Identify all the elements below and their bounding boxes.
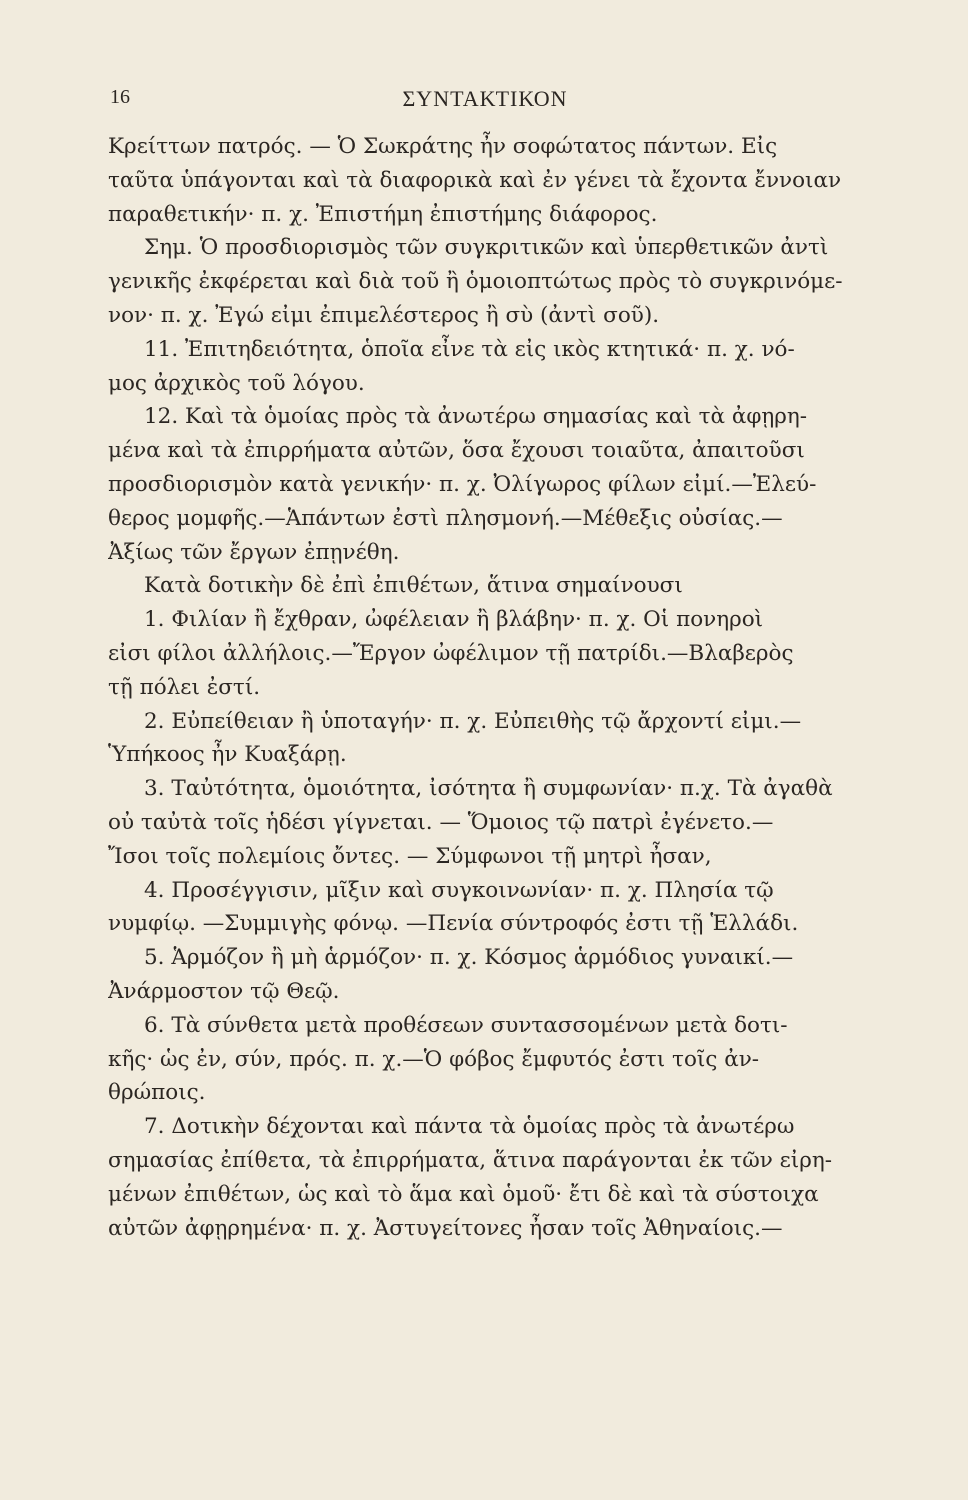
- text-line: ταῦτα ὑπάγονται καὶ τὰ διαφορικὰ καὶ ἐν γένει τὰ ἔχοντα ἔννοιαν: [108, 167, 842, 193]
- text-line: 6. Τὰ σύνθετα μετὰ προθέσεων συντασσομένων μετὰ δοτι-: [144, 1012, 788, 1038]
- page-header: [110, 86, 860, 126]
- text-line: 1. Φιλίαν ἢ ἔχθραν, ὠφέλειαν ἢ βλάβην· π. χ. Οἱ πονηροὶ: [144, 607, 764, 633]
- text-line: τῇ πόλει ἐστί.: [108, 674, 261, 700]
- text-line: αὐτῶν ἀφῃρημένα· π. χ. Ἀστυγείτονες ἦσαν τοῖς Ἀθηναίοις.—: [108, 1215, 783, 1241]
- text-line: 2. Εὐπείθειαν ἢ ὑποταγήν· π. χ. Εὐπειθὴς τῷ ἄρχοντί εἰμι.—: [144, 708, 802, 734]
- body-text: [108, 130, 860, 1245]
- text-line: γενικῆς ἐκφέρεται καὶ διὰ τοῦ ἢ ὁμοιοπτώτως πρὸς τὸ συγκρινόμε-: [108, 269, 843, 295]
- text-line: 11. Ἐπιτηδειότητα, ὁποῖα εἶνε τὰ εἰς ικὸς κτητικά· π. χ. νό-: [144, 336, 795, 362]
- text-line: εἰσι φίλοι ἀλλήλοις.—Ἔργον ὠφέλιμον τῇ πατρίδι.—Βλαβερὸς: [108, 640, 794, 666]
- text-line: 3. Ταὐτότητα, ὁμοιότητα, ἰσότητα ἢ συμφωνίαν· π.χ. Τὰ ἀγαθὰ: [144, 776, 833, 802]
- text-line: Κρείττων πατρός. — Ὁ Σωκράτης ἦν σοφώτατος πάντων. Εἰς: [108, 134, 778, 159]
- text-line: Ἀνάρμοστον τῷ Θεῷ.: [108, 978, 340, 1004]
- running-head: ΣΥΝΤΑΚΤΙΚΟΝ: [402, 86, 568, 111]
- text-line: 12. Καὶ τὰ ὁμοίας πρὸς τὰ ἀνωτέρω σημασίας καὶ τὰ ἀφῃρη-: [144, 404, 808, 430]
- page-number: 16: [110, 86, 130, 108]
- text-line: 4. Προσέγγισιν, μῖξιν καὶ συγκοινωνίαν· π. χ. Πλησία τῷ: [144, 877, 774, 903]
- text-line: σημασίας ἐπίθετα, τὰ ἐπιρρήματα, ἅτινα παράγονται ἐκ τῶν εἰρη-: [108, 1147, 832, 1173]
- text-line: μος ἀρχικὸς τοῦ λόγου.: [108, 370, 365, 396]
- text-line: μένα καὶ τὰ ἐπιρρήματα αὐτῶν, ὅσα ἔχουσι τοιαῦτα, ἀπαιτοῦσι: [108, 438, 805, 464]
- text-line: 5. Ἁρμόζον ἢ μὴ ἁρμόζον· π. χ. Κόσμος ἁρμόδιος γυναικί.—: [144, 945, 794, 971]
- text-line: Ἀξίως τῶν ἔργων ἐπῃνέθη.: [108, 539, 400, 565]
- text-line: μένων ἐπιθέτων, ὡς καὶ τὸ ἅμα καὶ ὁμοῦ· ἔτι δὲ καὶ τὰ σύστοιχα: [108, 1181, 819, 1207]
- text-line: οὐ ταὐτὰ τοῖς ἡδέσι γίγνεται. — Ὅμοιος τῷ πατρὶ ἐγένετο.—: [108, 809, 774, 835]
- text-line: παραθετικήν· π. χ. Ἐπιστήμη ἐπιστήμης διάφορος.: [108, 201, 658, 227]
- text-line: Κατὰ δοτικὴν δὲ ἐπὶ ἐπιθέτων, ἅτινα σημαίνουσι: [144, 573, 683, 599]
- text-line: κῆς· ὡς ἐν, σύν, πρός. π. χ.—Ὁ φόβος ἔμφυτός ἐστι τοῖς ἀν-: [108, 1046, 760, 1072]
- text-line: θερος μομφῆς.—Ἁπάντων ἐστὶ πλησμονή.—Μέθεξις οὐσίας.—: [108, 505, 783, 531]
- text-line: Ὑπήκοος ἦν Κυαξάρῃ.: [108, 742, 347, 768]
- text-line: νον· π. χ. Ἐγώ εἰμι ἐπιμελέστερος ἢ σὺ (ἀντὶ σοῦ).: [108, 302, 660, 328]
- text-line: προσδιορισμὸν κατὰ γενικήν· π. χ. Ὀλίγωρος φίλων εἰμί.—Ἐλεύ-: [108, 471, 817, 497]
- text-line: 7. Δοτικὴν δέχονται καὶ πάντα τὰ ὁμοίας πρὸς τὰ ἀνωτέρω: [144, 1114, 795, 1140]
- text-line: Σημ. Ὁ προσδιορισμὸς τῶν συγκριτικῶν καὶ ὑπερθετικῶν ἀντὶ: [144, 235, 829, 261]
- text-line: θρώποις.: [108, 1080, 206, 1106]
- text-line: νυμφίῳ. —Συμμιγὴς φόνῳ. —Πενία σύντροφός ἐστι τῇ Ἑλλάδι.: [108, 911, 799, 937]
- text-line: Ἴσοι τοῖς πολεμίοις ὄντες. — Σύμφωνοι τῇ μητρὶ ἦσαν,: [108, 843, 712, 869]
